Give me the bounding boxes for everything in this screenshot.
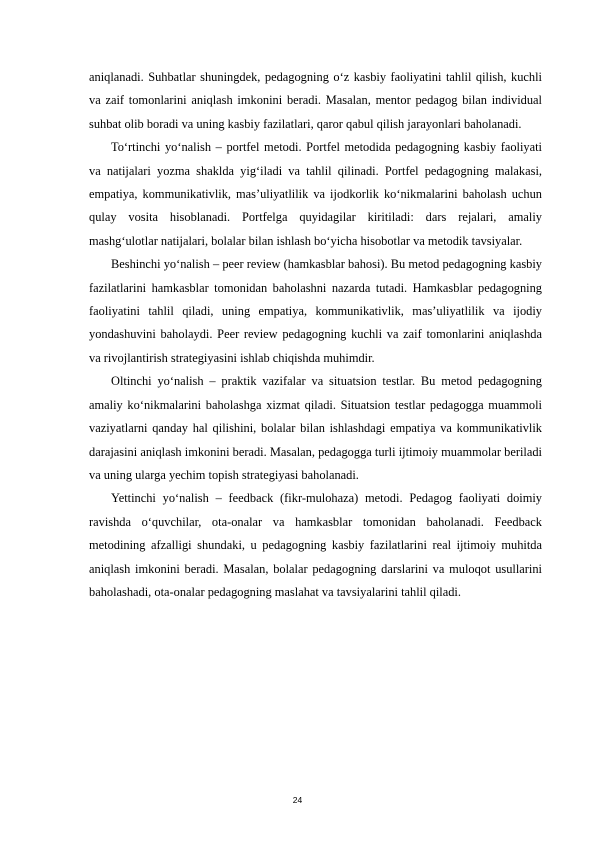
paragraph-practical-tasks: Oltinchi yo‘nalish – praktik vazifalar va situatsion testlar. Bu metod pedagogning amaliy ko‘nikmalarini baholashga xizmat qiladi. Situatsion testlar pedagogga muammoli vaziyatlarni qanday hal qilishini, bolalar bilan ishlashdagi empatiya va kommunikativlik darajasini aniqlash imkonini beradi. Masalan, pedagogga turli ijtimoiy muammolar beriladi va uning ularga yechim topish strategiyasi baholanadi. [89,374,542,482]
paragraph-continuation: aniqlanadi. Suhbatlar shuningdek, pedagogning o‘z kasbiy faoliyatini tahlil qilish, kuchli va zaif tomonlarini aniqlash imkonini beradi. Masalan, mentor pedagog bilan individual suhbat olib boradi va uning kasbiy fazilatlari, qaror qabul qilish jarayonlari baholanadi. [89,70,542,131]
page-number: 24 [292,795,303,805]
body-text [89,66,542,604]
paragraph-portfolio-method: To‘rtinchi yo‘nalish – portfel metodi. Portfel metodida pedagogning kasbiy faoliyati va natijalari yozma shaklda yig‘iladi va tahlil qilinadi. Portfel pedagogning malakasi, empatiya, kommunikativlik, mas’uliyatlilik va ijodkorlik ko‘nikmalarini baholash uchun qulay vosita hisoblanadi. Portfelga quyidagilar kiritiladi: dars rejalari, amaliy mashg‘ulotlar natijalari, bolalar bilan ishlash bo‘yicha hisobotlar va metodik tavsiyalar. [89,140,542,248]
paragraph-feedback-method: Yettinchi yo‘nalish – feedback (fikr-mulohaza) metodi. Pedagog faoliyati doimiy ravishda o‘quvchilar, ota-onalar va hamkasblar tomonidan baholanadi. Feedback metodining afzalligi shundaki, u pedagogning kasbiy fazilatlarini real ijtimoiy muhitda aniqlash imkonini beradi. Masalan, bolalar pedagogning darslarini va muloqot usullarini baholashadi, ota-onalar pedagogning maslahat va tavsiyalarini tahlil qiladi. [89,491,542,599]
paragraph-peer-review: Beshinchi yo‘nalish – peer review (hamkasblar bahosi). Bu metod pedagogning kasbiy fazilatlarini hamkasblar tomonidan baholashni nazarda tutadi. Hamkasblar pedagogning faoliyatini tahlil qiladi, uning empatiya, kommunikativlik, mas’uliyatlilik va ijodiy yondashuvini baholaydi. Peer review pedagogning kuchli va zaif tomonlarini aniqlashda va rivojlantirish strategiyasini ishlab chiqishda muhimdir. [89,257,542,365]
